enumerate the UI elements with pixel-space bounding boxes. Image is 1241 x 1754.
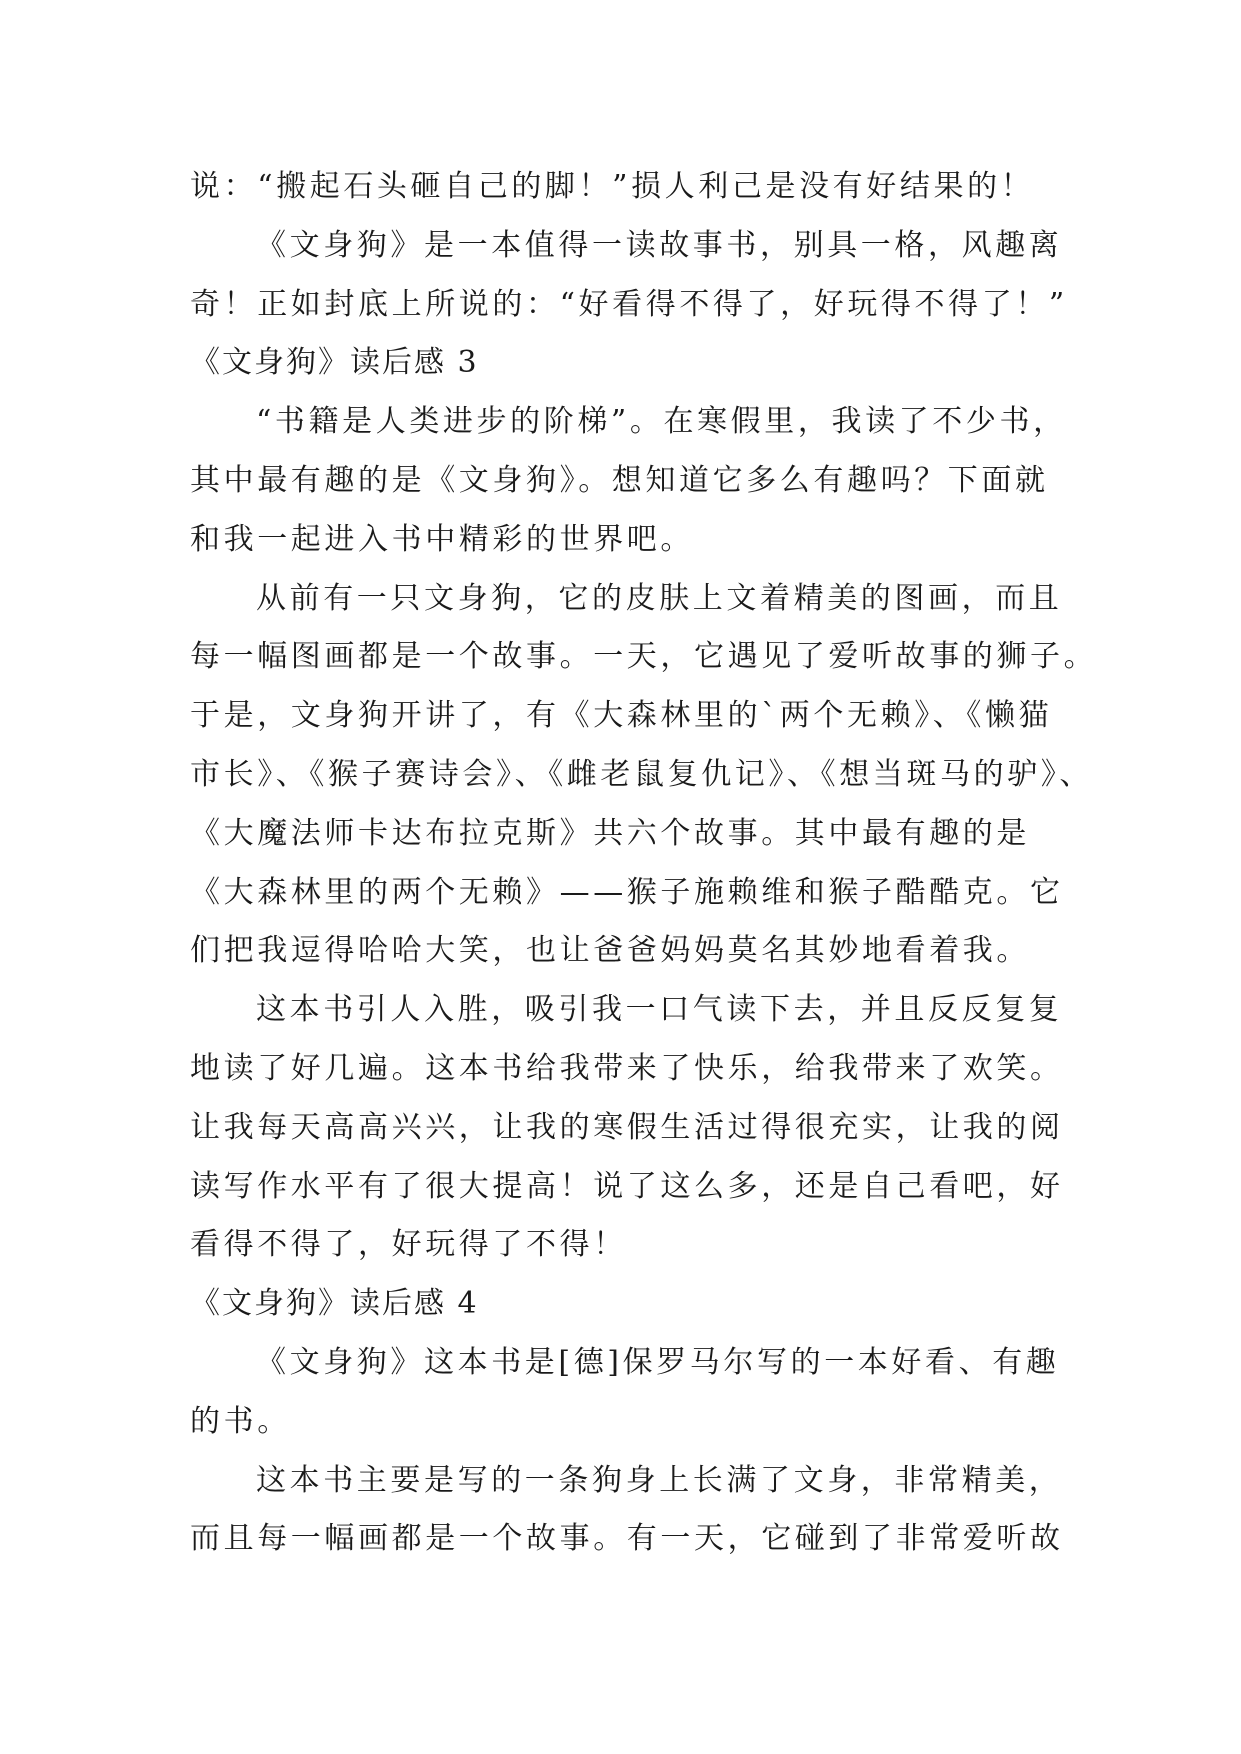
text-line: 地读了好几遍。这本书给我带来了快乐，给我带来了欢笑。 [190, 1050, 1064, 1086]
text-line: 让我每天高高兴兴，让我的寒假生活过得很充实，让我的阅 [190, 1109, 1064, 1145]
text-line: 《文身狗》这本书是[德]保罗马尔写的一本好看、有趣 [256, 1344, 1060, 1380]
text-line: 《文身狗》是一本值得一读故事书，别具一格，风趣离 [256, 227, 1063, 263]
text-line: 和我一起进入书中精彩的世界吧。 [190, 521, 694, 557]
text-line: 的书。 [190, 1403, 291, 1439]
text-line: 而且每一幅画都是一个故事。有一天，它碰到了非常爱听故 [190, 1521, 1064, 1557]
text-line: 其中最有趣的是《文身狗》。想知道它多么有趣吗？下面就 [190, 462, 1049, 498]
text-line: 奇！正如封底上所说的：“好看得不得了，好玩得不得了！” [190, 286, 1068, 322]
text-line: 《大魔法师卡达布拉克斯》共六个故事。其中最有趣的是 [190, 815, 1030, 851]
text-line: 们把我逗得哈哈大笑，也让爸爸妈妈莫名其妙地看着我。 [190, 933, 1030, 969]
text-line: 市长》、《猴子赛诗会》、《雌老鼠复仇记》、《想当斑马的驴》、 [190, 756, 1093, 792]
text-line: 说：“搬起石头砸自己的脚！”损人利己是没有好结果的！ [190, 169, 1035, 204]
text-line: 于是，文身狗开讲了，有《大森林里的`两个无赖》、《懒猫 [190, 698, 1053, 734]
text-line: 这本书主要是写的一条狗身上长满了文身，非常精美， [256, 1462, 1063, 1498]
text-line: 从前有一只文身狗，它的皮肤上文着精美的图画，而且 [256, 580, 1063, 616]
section-heading: 《文身狗》读后感 4 [190, 1286, 479, 1322]
document-body [190, 158, 1098, 1569]
text-line: 看得不得了，好玩得了不得！ [190, 1227, 627, 1263]
text-line: 《大森林里的两个无赖》——猴子施赖维和猴子酷酷克。它 [190, 874, 1064, 910]
text-line: “书籍是人类进步的阶梯”。在寒假里，我读了不少书， [256, 404, 1067, 440]
text-line: 这本书引人入胜，吸引我一口气读下去，并且反反复复 [256, 992, 1063, 1028]
section-heading: 《文身狗》读后感 3 [190, 345, 479, 381]
text-line: 每一幅图画都是一个故事。一天，它遇见了爱听故事的狮子。 [190, 639, 1098, 675]
text-line: 读写作水平有了很大提高！说了这么多，还是自己看吧，好 [190, 1168, 1064, 1204]
